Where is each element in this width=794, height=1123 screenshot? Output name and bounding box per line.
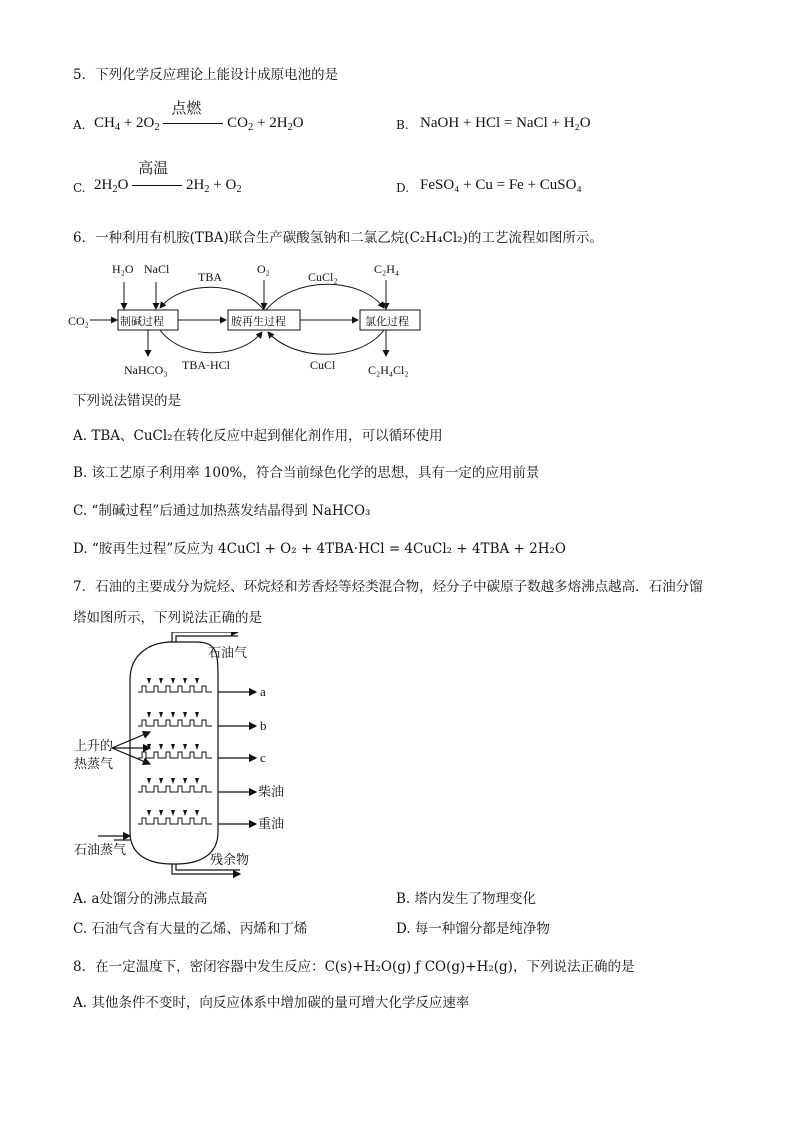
- q7-option-b: B. 塔内发生了物理变化: [396, 891, 537, 907]
- label-petroleum-gas: 石油气: [208, 645, 248, 660]
- q5-option-c-condition: 高温: [138, 158, 169, 177]
- box1-label: 制碱过程: [120, 316, 164, 328]
- q5-option-c-equation: $2H_2O$ 高温 $2H_2 + O_2$: [94, 158, 242, 195]
- box3-label: 氯化过程: [365, 316, 409, 328]
- nacl-label: NaCl: [144, 262, 170, 276]
- q5-option-a-condition: 点燃: [171, 98, 202, 117]
- label-rising-1: 上升的: [74, 738, 114, 753]
- q6-option-c: C. “制碱过程”后通过加热蒸发结晶得到 NaHCO₃: [73, 503, 371, 519]
- q6-option-a: A. TBA、CuCl₂在转化反应中起到催化剂作用，可以循环使用: [73, 428, 443, 444]
- q5-option-a-letter: A.: [73, 118, 86, 132]
- reaction-arrow-line: [163, 123, 223, 124]
- o2-label: O₂: [257, 262, 270, 276]
- q6-prompt: 下列说法错误的是: [73, 393, 181, 409]
- q7-option-c: C. 石油气含有大量的乙烯、丙烯和丁烯: [73, 921, 308, 937]
- label-residue: 残余物: [210, 852, 250, 867]
- q5-option-b-letter: B.: [396, 118, 409, 132]
- q5-option-b-equation: NaOH + HCl = NaCl + H₂O: [420, 115, 591, 131]
- label-heavy-oil: 重油: [258, 816, 285, 831]
- label-rising-2: 热蒸气: [74, 756, 114, 771]
- q5-option-c-letter: C.: [73, 181, 86, 195]
- label-diesel: 柴油: [258, 784, 285, 799]
- q7-stem-line1: 7．石油的主要成分为烷烃、环烷烃和芳香烃等烃类混合物，烃分子中碳原子数越多熔沸点越高．石油分馏: [73, 579, 703, 595]
- q8-option-a: A. 其他条件不变时，向反应体系中增加碳的量可增大化学反应速率: [73, 995, 470, 1011]
- q6-option-d: D. “胺再生过程”反应为 4CuCl + O₂ + 4TBA·HCl = 4CuCl₂ + 4TBA + 2H₂O: [73, 541, 566, 557]
- q5-option-d-equation: FeSO₄ + Cu = Fe + CuSO₄: [420, 177, 582, 193]
- distillation-tower-diagram: [68, 632, 308, 880]
- h2o-label: H₂O: [112, 262, 134, 276]
- q5-stem: 5．下列化学反应理论上能设计成原电池的是: [73, 67, 339, 83]
- q7-option-d: D. 每一种馏分都是纯净物: [396, 921, 550, 937]
- c2h4cl2-label: C₂H₄Cl₂: [368, 363, 409, 377]
- box2-label: 胺再生过程: [231, 316, 286, 328]
- label-a: a: [260, 684, 266, 699]
- label-inlet: 石油蒸气: [74, 842, 127, 857]
- q5-option-d-letter: D.: [396, 181, 410, 195]
- nahco3-label: NaHCO₃: [124, 363, 168, 377]
- cucl2-label: CuCl₂: [308, 270, 338, 284]
- tower-body: [130, 642, 218, 864]
- label-c: c: [260, 750, 266, 765]
- co2-label: CO₂: [68, 314, 89, 328]
- q7-option-a: A. a处馏分的沸点最高: [73, 891, 208, 907]
- q6-stem: 6．一种利用有机胺(TBA)联合生产碳酸氢钠和二氯乙烷(C₂H₄Cl₂)的工艺流程如图所示。: [73, 230, 603, 246]
- reaction-arrow-line: [132, 185, 182, 186]
- cucl-label: CuCl: [310, 358, 336, 372]
- q5-option-a-equation: $CH_4 + 2O_2$ 点燃 $CO_2 + 2H_2O$: [94, 98, 304, 133]
- tba-label: TBA: [198, 270, 222, 284]
- q6-option-b: B. 该工艺原子利用率 100%，符合当前绿色化学的思想，具有一定的应用前景: [73, 465, 540, 481]
- c2h4-label: C₂H₄: [374, 262, 400, 276]
- label-b: b: [260, 718, 267, 733]
- process-flow-diagram: [68, 258, 438, 382]
- q8-stem: 8．在一定温度下，密闭容器中发生反应：C(s)+H₂O(g) ƒ CO(g)+H₂(g)，下列说法正确的是: [73, 959, 635, 975]
- tbahcl-label: TBA·HCl: [182, 358, 230, 372]
- q7-stem-line2: 塔如图所示，下列说法正确的是: [73, 610, 262, 626]
